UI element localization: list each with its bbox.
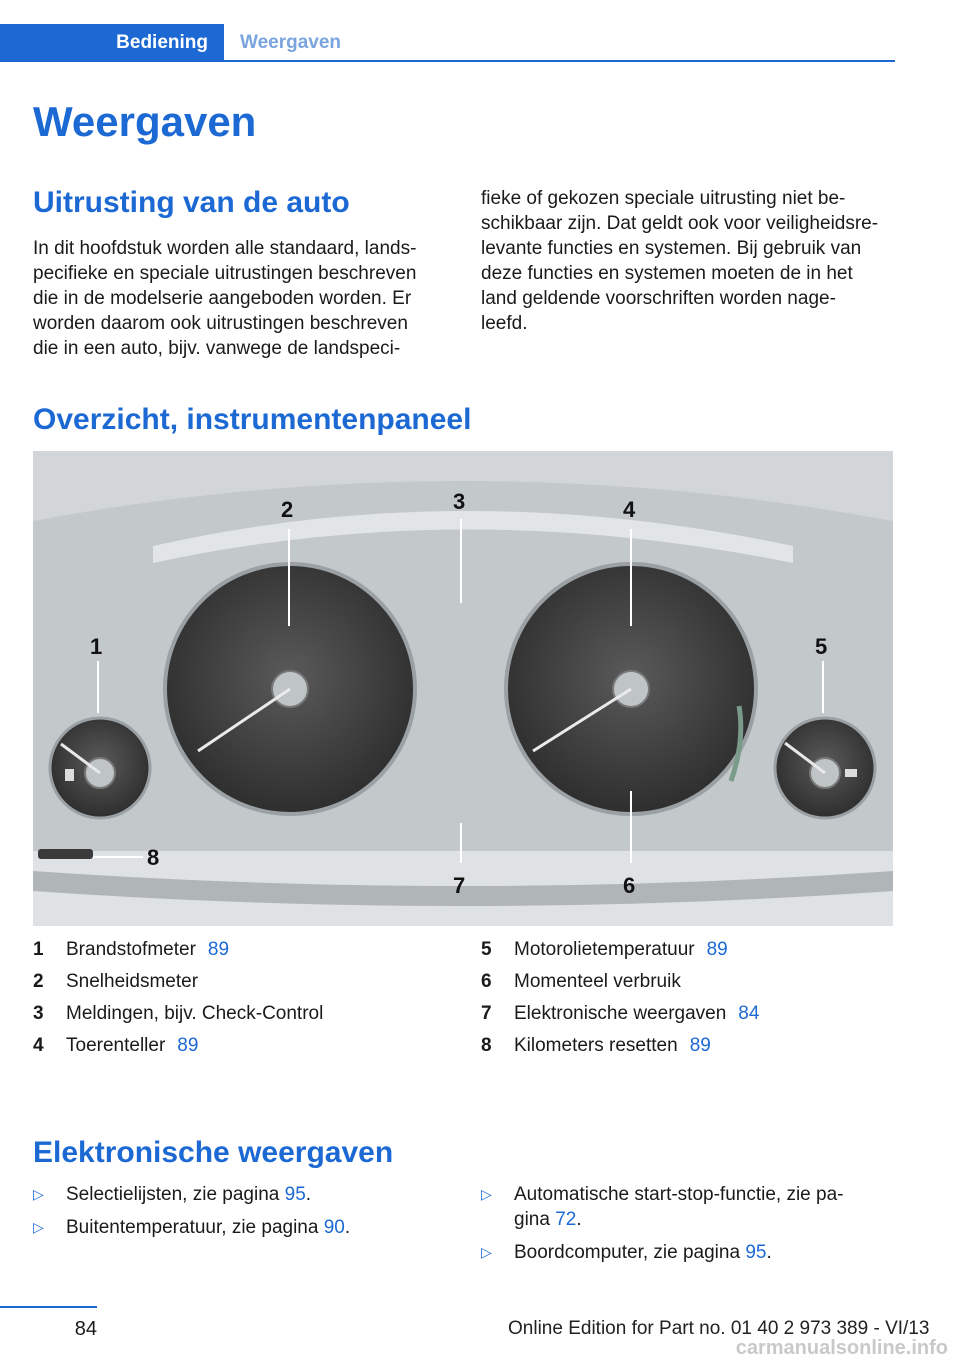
list-item — [33, 1182, 453, 1207]
callout-8: 8 — [147, 845, 160, 870]
page-link[interactable]: 95 — [745, 1242, 767, 1263]
legend-item — [33, 1030, 453, 1062]
callout-1: 1 — [90, 634, 103, 659]
text-line: worden daarom ook uitrustingen beschreven — [33, 313, 408, 334]
list-item — [33, 1215, 453, 1240]
list-text: Boordcomputer, zie pagina — [514, 1242, 746, 1263]
callout-7: 7 — [453, 873, 466, 898]
list-text-cont: gina — [514, 1209, 556, 1230]
instrument-panel-svg — [33, 451, 893, 926]
legend-label: Meldingen, bijv. Check-Control — [66, 1003, 324, 1024]
legend-label: Kilometers resetten — [514, 1035, 678, 1056]
bullet-list-right — [481, 1182, 901, 1273]
page-link[interactable]: 95 — [284, 1184, 306, 1205]
oil-icon — [845, 769, 857, 777]
list-punct: . — [305, 1184, 312, 1205]
legend-label: Momenteel verbruik — [514, 971, 681, 992]
legend-item — [481, 966, 901, 998]
list-punct: . — [576, 1209, 582, 1230]
tab-bediening[interactable]: Bediening — [0, 24, 224, 62]
legend-item — [481, 1030, 901, 1062]
bullet-list-left — [33, 1182, 453, 1248]
list-text: Selectielijsten, zie pagina — [66, 1184, 285, 1205]
text-line: land geldende voorschriften worden nage- — [481, 288, 836, 309]
page-title: Weergaven — [33, 98, 257, 145]
legend-number: 7 — [481, 1003, 492, 1024]
legend-number: 5 — [481, 939, 492, 960]
triangle-bullet-icon: ▷ — [481, 1244, 492, 1260]
page-link[interactable]: 84 — [738, 1003, 760, 1024]
legend-left — [33, 934, 453, 1062]
text-line: die in een auto, bijv. vanwege de landspeci- — [33, 338, 401, 359]
callout-4: 4 — [623, 497, 636, 522]
footer-edition: Online Edition for Part no. 01 40 2 973 389 - VI/13 — [508, 1318, 930, 1339]
legend-right — [481, 934, 901, 1062]
section-heading-elektronische: Elektronische weergaven — [33, 1136, 394, 1169]
page-link[interactable]: 89 — [706, 939, 728, 960]
legend-number: 6 — [481, 971, 492, 992]
list-item — [481, 1240, 901, 1265]
triangle-bullet-icon: ▷ — [481, 1186, 492, 1202]
text-line: schikbaar zijn. Dat geldt ook voor veiligheidsre- — [481, 213, 879, 234]
legend-number: 3 — [33, 1003, 44, 1024]
text-line: deze functies en systemen moeten de in het — [481, 263, 853, 284]
page-link[interactable]: 90 — [323, 1217, 345, 1238]
intro-left-column — [33, 236, 416, 361]
legend-label: Brandstofmeter — [66, 939, 196, 960]
list-punct: . — [766, 1242, 772, 1263]
intro-right-column — [481, 186, 878, 336]
legend-item — [481, 934, 901, 966]
fuel-icon — [65, 769, 74, 781]
legend-number: 2 — [33, 971, 44, 992]
section-heading-overzicht: Overzicht, instrumentenpaneel — [33, 403, 472, 436]
panel-hood — [33, 481, 893, 871]
text-line: fieke of gekozen speciale uitrusting niet be- — [481, 188, 846, 209]
header-bar — [0, 24, 895, 62]
list-punct: . — [344, 1217, 351, 1238]
legend-label: Snelheidsmeter — [66, 971, 199, 992]
text-line: levante functies en systemen. Bij gebruik van — [481, 238, 862, 259]
legend-number: 1 — [33, 939, 44, 960]
callout-5: 5 — [815, 634, 828, 659]
text-line: leefd. — [481, 313, 528, 334]
page-number-rule — [0, 1306, 97, 1308]
callout-2: 2 — [281, 497, 294, 522]
legend-number: 8 — [481, 1035, 492, 1056]
page-link[interactable]: 89 — [177, 1035, 199, 1056]
callout-3: 3 — [453, 489, 466, 514]
reset-button-shape — [38, 849, 93, 859]
instrument-panel-illustration — [33, 451, 893, 926]
legend-item — [33, 966, 453, 998]
text-line: pecifieke en speciale uitrustingen beschreven — [33, 263, 417, 284]
legend-item — [481, 998, 901, 1030]
watermark: carmanualsonline.info — [735, 1337, 948, 1359]
page-link[interactable]: 89 — [689, 1035, 711, 1056]
legend-item — [33, 934, 453, 966]
callout-6: 6 — [623, 873, 636, 898]
list-text: Automatische start-stop-functie, zie pa- — [514, 1184, 844, 1205]
page-number: 84 — [74, 1318, 97, 1340]
text-line: In dit hoofdstuk worden alle standaard, lands- — [33, 238, 417, 259]
list-item — [481, 1182, 901, 1232]
triangle-bullet-icon: ▷ — [33, 1186, 44, 1202]
list-text: Buitentemperatuur, zie pagina — [66, 1217, 324, 1238]
legend-number: 4 — [33, 1035, 44, 1056]
tab-weergaven[interactable]: Weergaven — [240, 32, 342, 53]
legend-label: Elektronische weergaven — [514, 1003, 727, 1024]
page-link[interactable]: 72 — [555, 1209, 577, 1230]
triangle-bullet-icon: ▷ — [33, 1219, 44, 1235]
text-line: die in de modelserie aangeboden worden. Er — [33, 288, 412, 309]
section-heading-uitrusting: Uitrusting van de auto — [33, 186, 350, 219]
legend-label: Motorolietemperatuur — [514, 939, 695, 960]
page-link[interactable]: 89 — [207, 939, 230, 960]
legend-label: Toerenteller — [66, 1035, 166, 1056]
header-rule — [0, 60, 895, 62]
legend-item — [33, 998, 453, 1030]
